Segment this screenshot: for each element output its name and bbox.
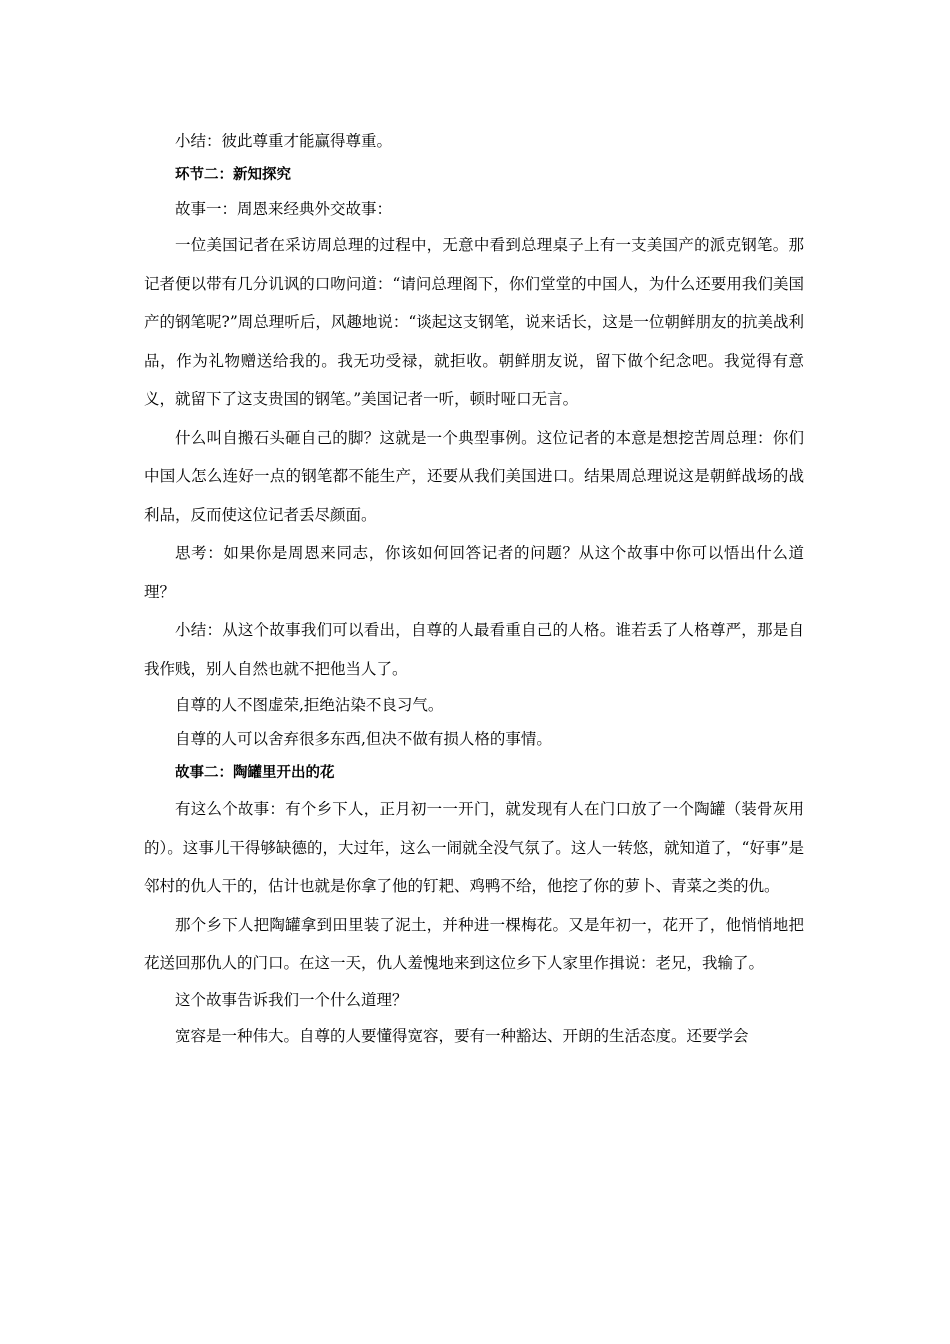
story-two-body-1: 有这么个故事：有个乡下人，正月初一一开门，就发现有人在门口放了一个陶罐（装骨灰用的）。这事儿干得够缺德的，大过年，这么一闹就全没气氛了。这人一转悠，就知道了，“好事”是邻村的仇人干的，估计也就是你拿了他的钉耙、鸡鸭不给，他挖了你的萝卜、青菜之类的仇。 [144,800,804,895]
self-respect-point-1: 自尊的人不图虚荣,拒绝沾染不良习气。 [175,696,444,714]
story-two-heading: 故事二：陶罐里开出的花 [175,765,335,781]
tolerance-paragraph: 宽容是一种伟大。自尊的人要懂得宽容，要有一种豁达、开朗的生活态度。还要学会 [175,1026,749,1045]
reflection-question: 思考：如果你是周恩来同志，你该如何回答记者的问题？从这个故事中你可以悟出什么道理？ [144,544,804,601]
document-page [144,124,804,1055]
story-one-analysis: 什么叫自搬石头砸自己的脚？这就是一个典型事例。这位记者的本意是想挖苦周总理：你们中国人怎么连好一点的钢笔都不能生产，还要从我们美国进口。结果周总理说这是朝鲜战场的战利品，反而使这位记者丢尽颜面。 [144,428,804,524]
summary-respect: 小结：彼此尊重才能赢得尊重。 [175,132,393,150]
story-two-body-2: 那个乡下人把陶罐拿到田里装了泥土，并种进一棵梅花。又是年初一，花开了，他悄悄地把花送回那仇人的门口。在这一天，仇人羞愧地来到这位乡下人家里作揖说：老兄，我输了。 [144,915,804,972]
story-one-body: 一位美国记者在采访周总理的过程中，无意中看到总理桌子上有一支美国产的派克钢笔。那记者便以带有几分讥讽的口吻问道：“请问总理阁下，你们堂堂的中国人，为什么还要用我们美国产的钢笔呢?”周总理听后，风趣地说：“谈起这支钢笔，说来话长，这是一位朝鲜朋友的抗美战利品，作为礼物赠送给我的。我无功受禄，就拒收。朝鲜朋友说，留下做个纪念吧。我觉得有意义，就留下了这支贵国的钢笔。”美国记者一听，顿时哑口无言。 [144,236,804,408]
story-two-question: 这个故事告诉我们一个什么道理？ [175,990,408,1009]
section-heading-new-knowledge: 环节二：新知探究 [175,167,291,183]
self-respect-point-2: 自尊的人可以舍弃很多东西,但决不做有损人格的事情。 [175,730,552,748]
summary-self-respect: 小结：从这个故事我们可以看出，自尊的人最看重自己的人格。谁若丢了人格尊严，那是自我作贱，别人自然也就不把他当人了。 [144,621,804,678]
story-one-title: 故事一：周恩来经典外交故事： [175,200,393,218]
